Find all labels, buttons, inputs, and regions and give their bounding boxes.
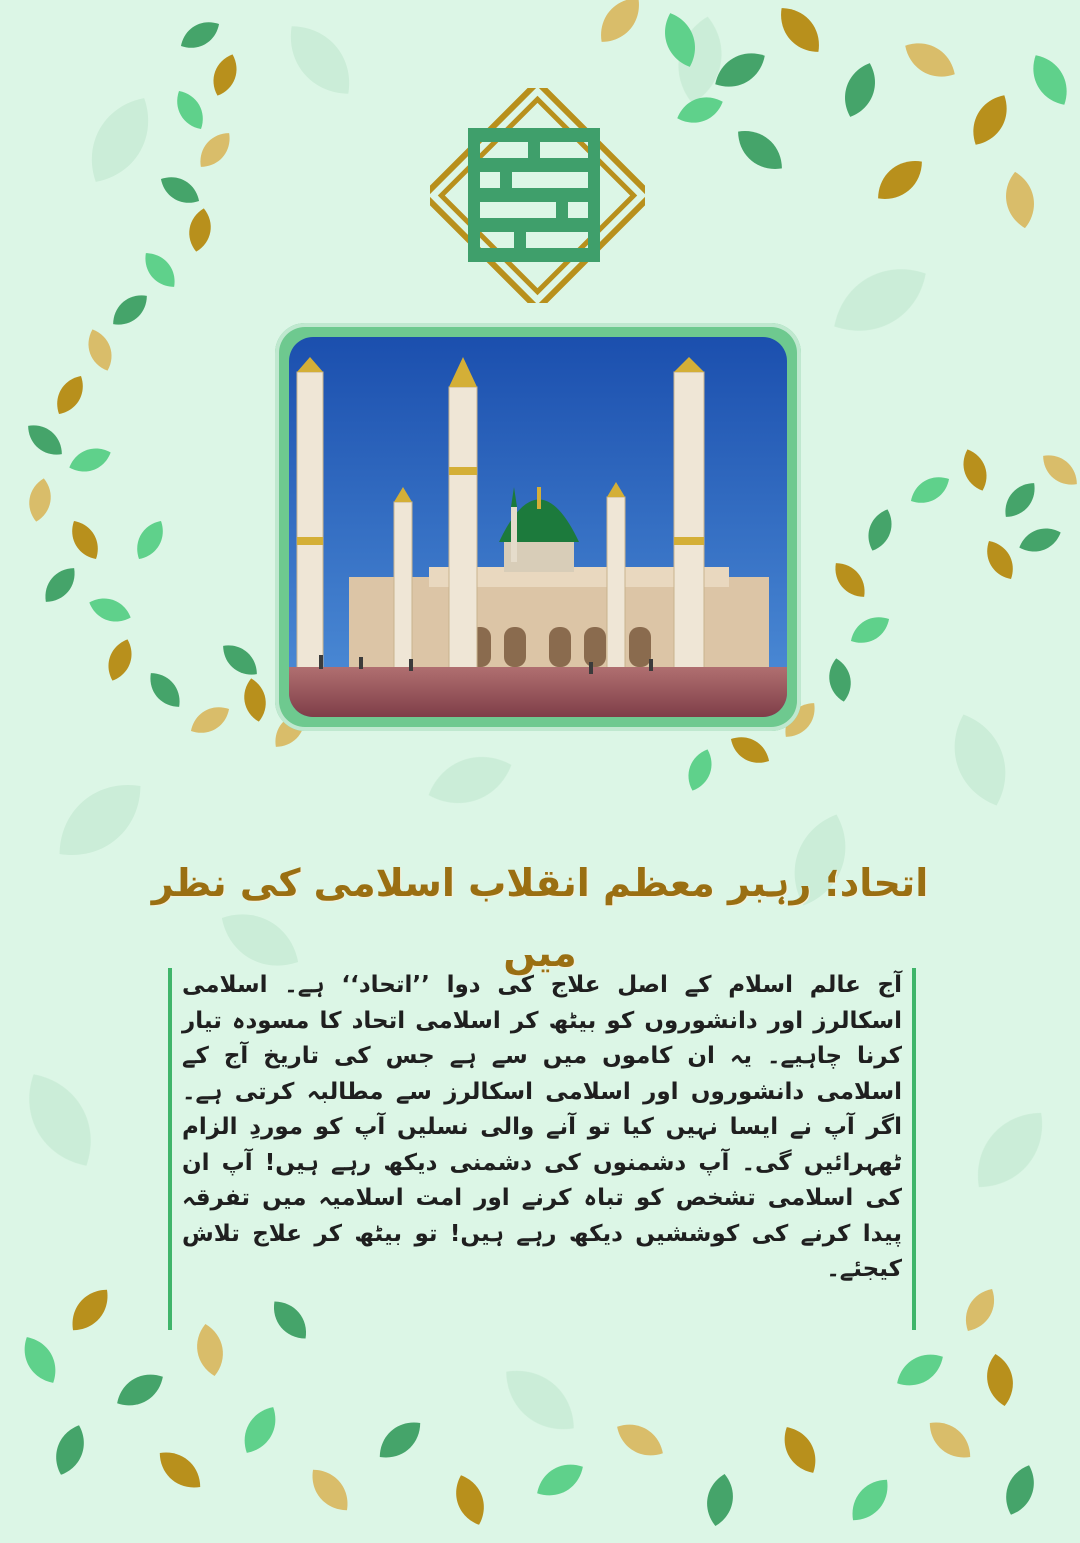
quote-box [168, 968, 916, 1330]
quote-text: آج عالم اسلام کے اصل علاج کی دوا ’’اتحاد‘‘ ہے۔ اسلامی اسکالرز اور دانشوروں کو بیٹھ کر اسلامی اتحاد کا مسودہ تیار کرنا چاہیے۔ یہ ان کاموں میں سے ہے جس کی تاریخ آج کے اسلامی دانشوروں اور اسلامی اسکالرز سے مطالبہ کرتی ہے۔ اگر آپ نے ایسا نہیں کیا تو آنے والی نسلیں آپ کو موردِ الزام ٹھہرائیں گی۔ آپ دشمنوں کی دشمنی دیکھ رہے ہیں! آپ ان کی اسلامی تشخص کو تباہ کرنے اور امت اسلامیہ میں تفرقہ پیدا کرنے کی کوششیں دیکھ رہے ہیں! تو بیٹھ کر علاج تلاش کیجئے۔ [182, 972, 902, 1282]
mosque-photo [289, 337, 787, 717]
photo-frame [275, 323, 801, 731]
kufic-calligraphy-logo [430, 88, 645, 303]
poster-title: اتحاد؛ رہبر معظم انقلاب اسلامی کی نظر میں [151, 861, 929, 975]
